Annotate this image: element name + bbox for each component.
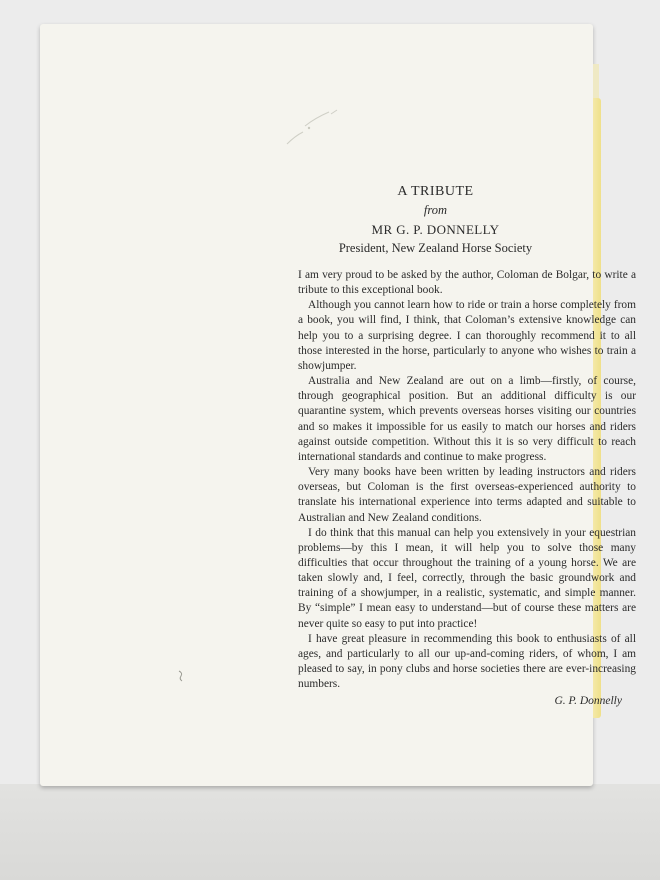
tribute-text-block	[255, 182, 635, 707]
paragraph-2: Although you cannot learn how to ride or train a horse completely from a book, you will find, I think, that Coloman’s extensive knowledge can help you to a surprising degree. I can thoroughly recommend it to all those interested in the horse, particularly to anyone who wishes to train a showjumper.	[298, 299, 636, 372]
paragraph-4: Very many books have been written by leading instructors and riders overseas, but Coloman is the first overseas-experienced authority to translate his international experience into terms adapted and suitable to Australian and New Zealand conditions.	[298, 466, 636, 524]
paragraph-5: I do think that this manual can help you extensively in your equestrian problems—by this I mean, it will help you to solve those many difficulties that occur throughout the training of a young horse. We are taken slowly and, I feel, correctly, through the basic groundwork and training of a showjumper, in a realistic, systematic, and simple manner. By “simple” I mean easy to understand—but of course these matters are never quite so easy to put into practice!	[298, 526, 636, 630]
table-surface	[0, 784, 660, 880]
ink-mark	[176, 669, 186, 683]
paragraph-1: I am very proud to be asked by the author, Coloman de Bolgar, to write a tribute to this exceptional book.	[298, 269, 636, 297]
tribute-body	[298, 268, 636, 707]
scuff-mark	[285, 108, 345, 146]
signature: G. P. Donnelly	[554, 695, 622, 708]
tribute-author-role: President, New Zealand Horse Society	[338, 241, 533, 255]
tribute-title: A TRIBUTE	[397, 184, 474, 199]
paragraph-3: Australia and New Zealand are out on a limb—firstly, of course, through geographical position. But an additional difficulty is our quarantine system, which prevents overseas horses visiting our countries and so makes it impossible for us easily to match our horses and riders against outside competition. Without this it is so very difficult to reach international standards and continue to make progress.	[298, 375, 636, 463]
paragraph-6: I have great pleasure in recommending this book to enthusiasts of all ages, and particularly to all our up-and-coming riders, of whom, I am pleased to say, in pony clubs and horse societies there are ever-increasing numbers.	[298, 632, 636, 691]
book-back-cover	[40, 24, 636, 786]
cover-edge	[593, 64, 599, 98]
tribute-heading	[236, 182, 635, 258]
tribute-author-name: MR G. P. DONNELLY	[371, 222, 500, 237]
tribute-from: from	[423, 203, 448, 217]
